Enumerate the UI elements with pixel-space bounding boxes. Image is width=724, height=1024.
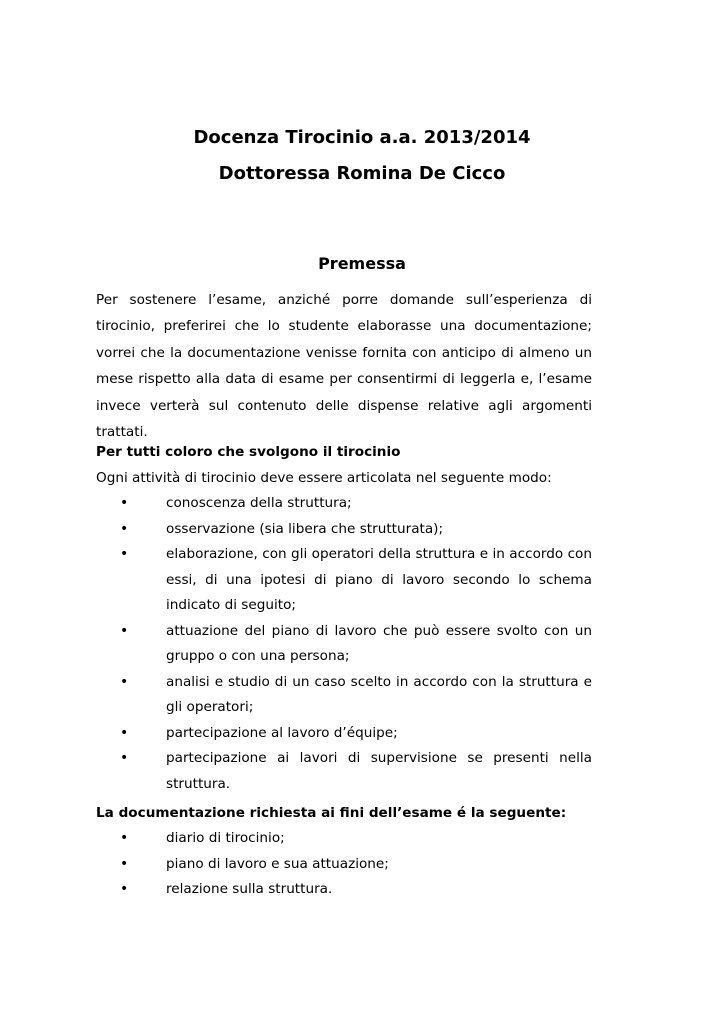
list-item-text: elaborazione, con gli operatori della struttura e in accordo con essi, di una ipotesi di piano di lavoro secondo lo schema indicato di seguito; xyxy=(166,546,592,613)
list-item-text: analisi e studio di un caso scelto in accordo con la struttura e gli operatori; xyxy=(166,673,592,715)
list-item xyxy=(96,852,592,878)
bullet-icon: • xyxy=(120,495,129,511)
bullet-icon: • xyxy=(120,881,129,897)
list-item xyxy=(96,670,592,721)
list-item xyxy=(96,491,592,517)
documentazione-list xyxy=(96,826,592,903)
list-item xyxy=(96,542,592,619)
tirocinio-heading: Per tutti coloro che svolgono il tirocinio xyxy=(96,444,401,460)
premessa-paragraph: Per sostenere l’esame, anziché porre domande sull’esperienza di tirocinio, preferirei che lo studente elaborasse una documentazione; vorrei che la documentazione venisse fornita con anticipo di almeno un mese rispetto alla data di esame per consentirmi di leggerla e, l’esame invece verterà sul contenuto delle dispense relative agli argomenti trattati. xyxy=(96,292,592,441)
bullet-icon: • xyxy=(120,855,129,872)
list-item xyxy=(96,826,592,852)
document-subtitle: Dottoressa Romina De Cicco xyxy=(218,163,506,184)
tirocinio-activity-list xyxy=(96,491,592,797)
bullet-icon: • xyxy=(120,673,129,690)
list-item-text: partecipazione ai lavori di supervisione se presenti nella struttura. xyxy=(166,750,592,792)
bullet-icon: • xyxy=(120,520,129,537)
bullet-icon: • xyxy=(120,830,129,846)
list-item xyxy=(96,619,592,670)
bullet-icon: • xyxy=(120,546,129,562)
list-item-text: partecipazione al lavoro d’équipe; xyxy=(166,724,398,741)
bullet-icon: • xyxy=(120,622,129,639)
bullet-icon: • xyxy=(120,724,129,741)
bullet-icon: • xyxy=(120,750,129,766)
documentazione-heading: La documentazione richiesta ai fini dell’esame é la seguente: xyxy=(96,805,567,821)
list-item-text: conoscenza della struttura; xyxy=(166,495,352,511)
tirocinio-intro: Ogni attività di tirocinio deve essere articolata nel seguente modo: xyxy=(96,470,552,486)
list-item xyxy=(96,721,592,747)
list-item-text: diario di tirocinio; xyxy=(166,830,285,846)
list-item-text: relazione sulla struttura. xyxy=(166,881,333,897)
premessa-heading: Premessa xyxy=(318,254,406,273)
document-title: Docenza Tirocinio a.a. 2013/2014 xyxy=(193,127,531,148)
list-item-text: attuazione del piano di lavoro che può essere svolto con un gruppo o con una persona; xyxy=(166,622,592,664)
list-item xyxy=(96,517,592,543)
list-item xyxy=(96,877,592,903)
list-item xyxy=(96,746,592,797)
list-item-text: osservazione (sia libera che strutturata); xyxy=(166,520,444,537)
list-item-text: piano di lavoro e sua attuazione; xyxy=(166,855,389,872)
